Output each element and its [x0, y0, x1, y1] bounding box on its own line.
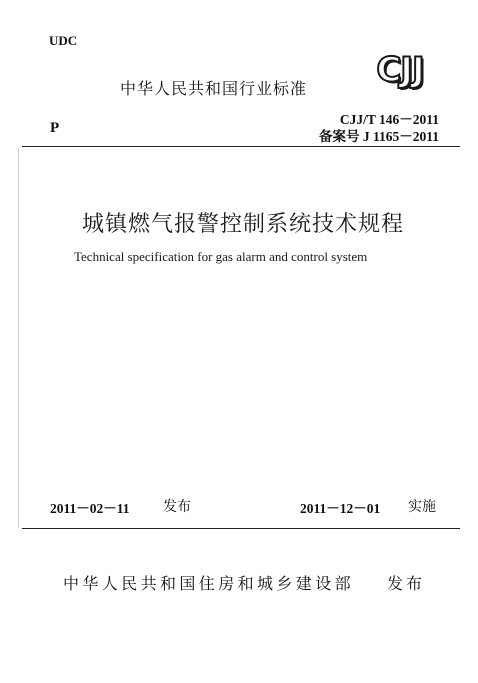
- implementation-label: 实施: [408, 499, 436, 515]
- page-edge-mark: [18, 148, 19, 528]
- cjj-logo: CJJ: [376, 50, 424, 90]
- title-english: Technical specification for gas alarm and control system: [74, 249, 368, 264]
- bottom-divider: [22, 528, 460, 529]
- standard-class: 中华人民共和国行业标准: [120, 79, 308, 98]
- issuing-authority: 中华人民共和国住房和城乡建设部: [63, 574, 355, 593]
- top-divider: [22, 146, 460, 147]
- issue-date: 2011－02－11: [50, 501, 130, 516]
- record-number: 备案号 J 1165－2011: [318, 129, 439, 144]
- standard-number: CJJ/T 146－2011: [339, 112, 439, 127]
- udc-label: UDC: [49, 33, 78, 48]
- classification-letter: P: [50, 120, 60, 136]
- title-chinese: 城镇燃气报警控制系统技术规程: [82, 212, 405, 237]
- footer-issue-label: 发布: [387, 574, 426, 593]
- implementation-date: 2011－12－01: [300, 501, 381, 516]
- issue-label: 发布: [163, 499, 191, 515]
